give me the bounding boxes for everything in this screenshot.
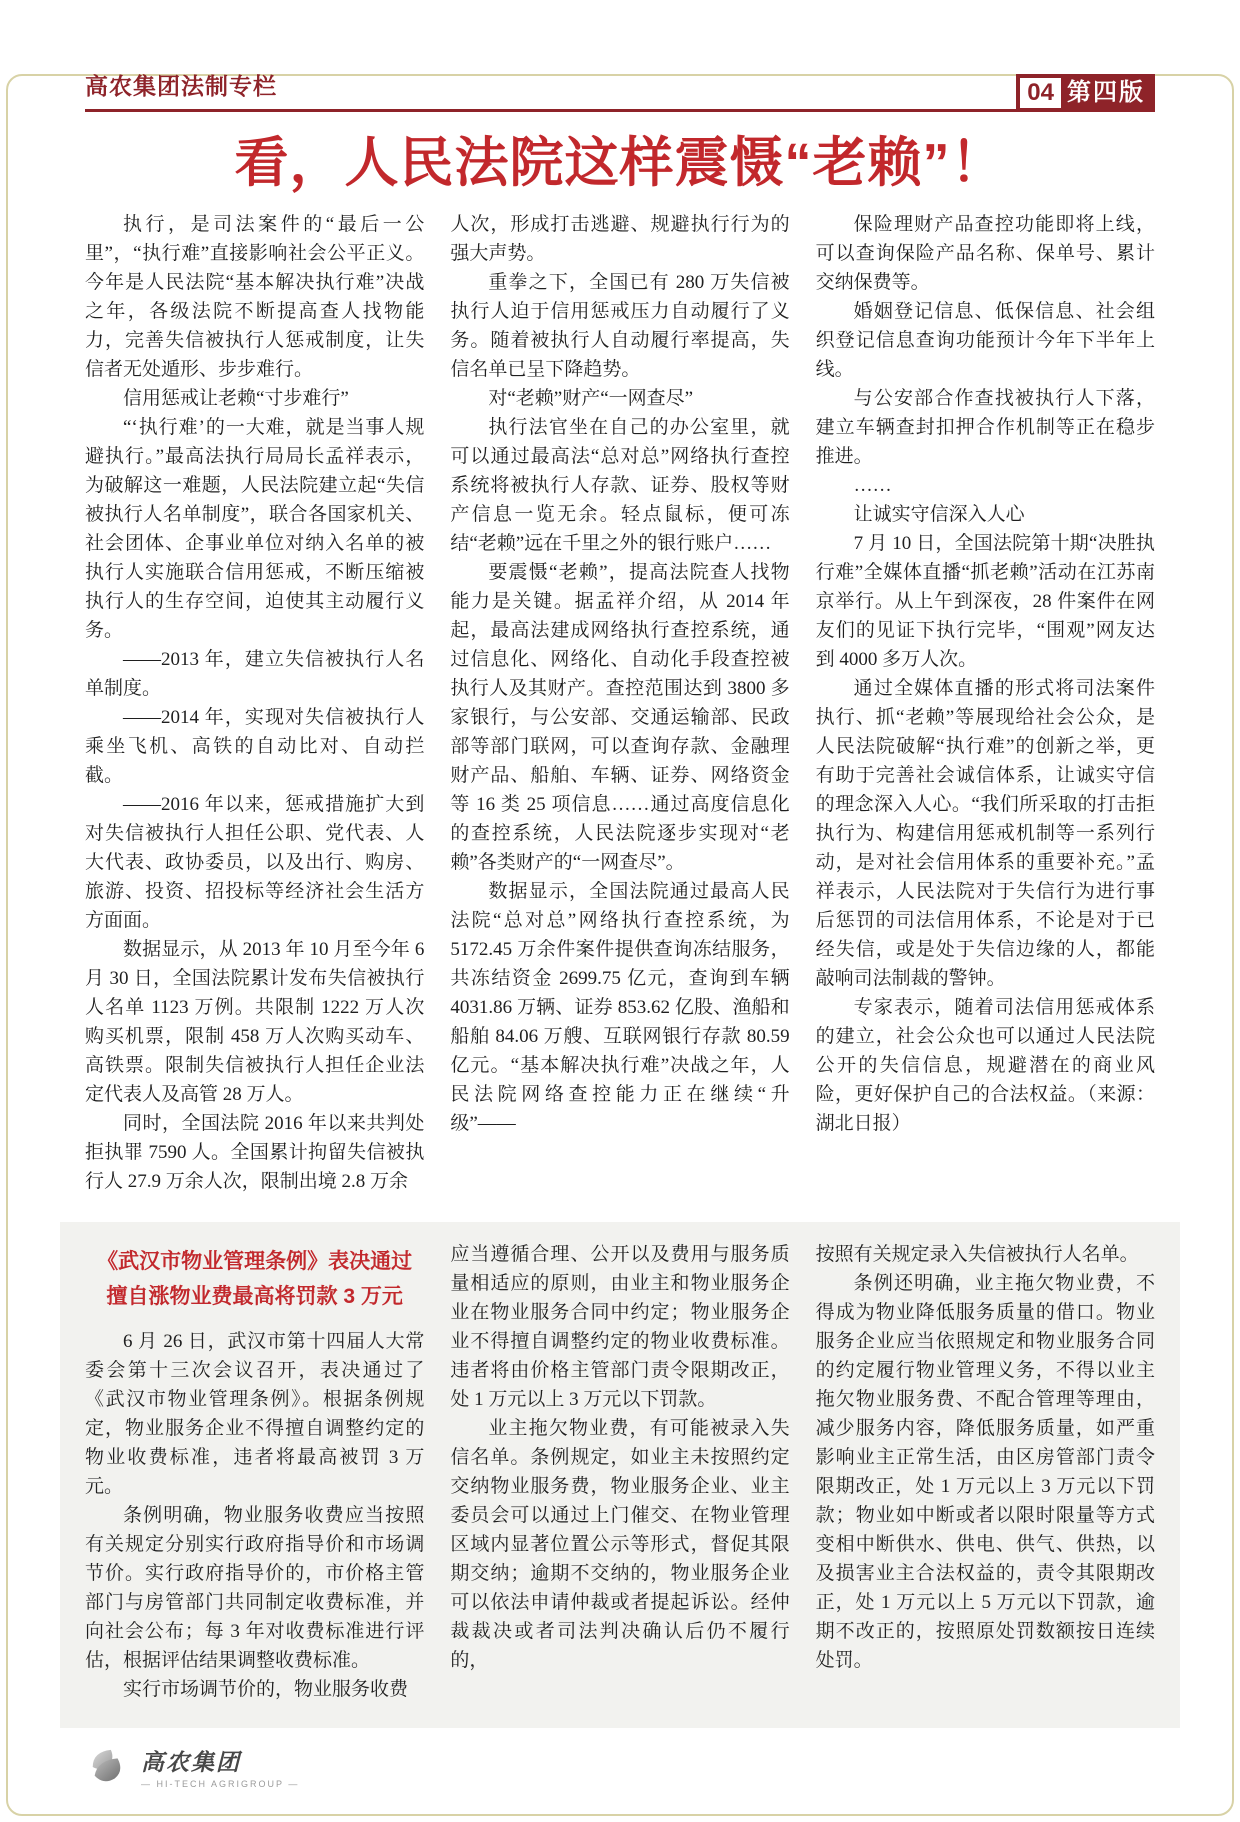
footer-logo <box>141 1744 299 1789</box>
article-paragraph: 要震慑“老赖”，提高法院查人找物能力是关键。据孟祥介绍，从 2014 年起，最高法建成网络执行查控系统，通过信息化、网络化、自动化手段查控被执行人及其财产。查控范围达到 3800 多家银行，与公安部、交通运输部、民政部等部门联网，可以查询存款、金融理财产品、船舶、车辆、证券、网络资金等 16 类 25 项信息……通过高度信息化的查控系统，人民法院逐步实现对“老赖”各类财产的“一网查尽”。 <box>450 562 790 873</box>
article-paragraph: 条例还明确，业主拖欠物业费，不得成为物业降低服务质量的借口。物业服务企业应当依照规定和物业服务合同的约定履行物业管理义务，不得以业主拖欠物业服务费、不配合管理等理由，减少服务内容，降低服务质量，如严重影响业主正常生活，由区房管部门责令限期改正，处 1 万元以上 3 万元以下罚款；物业如中断或者以限时限量等方式变相中断供水、供电、供气、供热，以及损害业主合法权益的，责令其限期改正，处 1 万元以上 5 万元以下罚款，逾期不改正的，按照原处罚数额按日连续处罚。 <box>815 1273 1155 1671</box>
box-article <box>60 1222 1180 1728</box>
box-column-1-text <box>85 1327 424 1704</box>
article-column-1 <box>85 210 424 1196</box>
article-paragraph: 数据显示，全国法院通过最高人民法院“总对总”网络执行查控系统，为 5172.45 万余件案件提供查询冻结服务，共冻结资金 2699.75 亿元，查询到车辆 4031.86 万辆、证券 853.62 亿股、渔船和船舶 84.06 万艘、互联网银行存款 80.59 亿元。“基本解决执行难”决战之年，人民法院网络查控能力正在继续“升级”—— <box>450 881 790 1134</box>
article-paragraph: 通过全媒体直播的形式将司法案件执行、抓“老赖”等展现给社会公众，是人民法院破解“执行难”的创新之举，更有助于完善社会诚信体系，让诚实守信的理念深入人心。“我们所采取的打击拒执行为、构建信用惩戒机制等一系列行动，是对社会信用体系的重要补充。”孟祥表示，人民法院对于失信行为进行事后惩罚的司法信用体系，不论是对于已经失信，或是处于失信边缘的人，都能敲响司法制裁的警钟。 <box>815 678 1155 989</box>
article-paragraph: 按照有关规定录入失信被执行人名单。 <box>815 1244 1139 1265</box>
main-article <box>85 210 1155 1196</box>
article-paragraph: 业主拖欠物业费，有可能被录入失信名单。条例规定，如业主未按照约定交纳物业服务费，物业服务企业、业主委员会可以通过上门催交、在物业管理区域内显著位置公示等形式，督促其限期交纳；逾期不交纳的，物业服务企业可以依法申请仲裁或者提起诉讼。经仲裁裁决或者司法判决确认后仍不履行的， <box>450 1418 790 1671</box>
page-footer <box>85 1744 1155 1789</box>
page-number-badge <box>1016 74 1155 112</box>
box-column-1 <box>85 1240 424 1704</box>
box-article-title <box>85 1244 424 1314</box>
box-title-line-2: 擅自涨物业费最高将罚款 3 万元 <box>106 1285 403 1308</box>
article-paragraph: …… <box>853 475 892 496</box>
edition-label: 第四版 <box>1067 79 1145 106</box>
article-column-2 <box>450 210 789 1196</box>
footer-logo-subtext: — HI-TECH AGRIGROUP — <box>141 1779 300 1789</box>
article-column-3 <box>816 210 1155 1196</box>
article-paragraph: ——2013 年，建立失信被执行人名单制度。 <box>85 649 425 699</box>
article-paragraph: 专家表示，随着司法信用惩戒体系的建立，社会公众也可以通过人民法院公开的失信信息，规避潜在的商业风险，更好保护自己的合法权益。（来源：湖北日报） <box>815 997 1155 1134</box>
article-paragraph: 婚姻登记信息、低保信息、社会组织登记信息查询功能预计今年下半年上线。 <box>815 301 1155 380</box>
article-subhead: 让诚实守信深入人心 <box>853 504 1025 525</box>
article-subhead: 对“老赖”财产“一网查尽” <box>488 388 694 409</box>
leaf-logo-icon <box>85 1746 131 1788</box>
box-column-2 <box>450 1240 789 1704</box>
page-header <box>85 68 1155 112</box>
page-number: 04 <box>1020 78 1061 108</box>
section-title: 高农集团法制专栏 <box>85 73 277 99</box>
article-subhead: 信用惩戒让老赖“寸步难行” <box>123 388 349 409</box>
article-paragraph: ——2016 年以来，惩戒措施扩大到对失信被执行人担任公职、党代表、人大代表、政协委员，以及出行、购房、旅游、投资、招投标等经济社会生活方方面面。 <box>85 794 425 931</box>
newspaper-page <box>0 68 1240 1789</box>
article-paragraph: 与公安部合作查找被执行人下落，建立车辆查封扣押合作机制等正在稳步推进。 <box>815 388 1155 467</box>
box-title-line-1: 《武汉市物业管理条例》表决通过 <box>97 1250 413 1273</box>
article-paragraph: 同时，全国法院 2016 年以来共判处拒执罪 7590 人。全国累计拘留失信被执行人 27.9 万余人次，限制出境 2.8 万余 <box>85 1113 425 1192</box>
article-paragraph: 条例明确，物业服务收费应当按照有关规定分别实行政府指导价和市场调节价。实行政府指导价的，市价格主管部门与房管部门共同制定收费标准，并向社会公布；每 3 年对收费标准进行评估，根据评估结果调整收费标准。 <box>85 1505 425 1671</box>
article-paragraph: 重拳之下，全国已有 280 万失信被执行人迫于信用惩戒压力自动履行了义务。随着被执行人自动履行率提高，失信名单已呈下降趋势。 <box>450 272 790 380</box>
article-paragraph: 应当遵循合理、公开以及费用与服务质量相适应的原则，由业主和物业服务企业在物业服务合同中约定；物业服务企业不得擅自调整约定的物业收费标准。违者将由价格主管部门责令限期改正，处 1 万元以上 3 万元以下罚款。 <box>450 1244 790 1410</box>
article-paragraph: 保险理财产品查控功能即将上线，可以查询保险产品名称、保单号、累计交纳保费等。 <box>815 214 1155 293</box>
article-paragraph: 7 月 10 日，全国法院第十期“决胜执行难”全媒体直播“抓老赖”活动在江苏南京举行。从上午到深夜，28 件案件在网友们的见证下执行完毕，“围观”网友达到 4000 多万人次。 <box>815 533 1155 670</box>
article-paragraph: 执行，是司法案件的“最后一公里”，“执行难”直接影响社会公平正义。今年是人民法院“基本解决执行难”决战之年，各级法院不断提高查人找物能力，完善失信被执行人惩戒制度，让失信者无处遁形、步步难行。 <box>85 214 425 380</box>
article-paragraph: “‘执行难’的一大难，就是当事人规避执行。”最高法执行局局长孟祥表示，为破解这一难题，人民法院建立起“失信被执行人名单制度”，联合各国家机关、社会团体、企事业单位对纳入名单的被执行人实施联合信用惩戒，不断压缩被执行人的生存空间，迫使其主动履行义务。 <box>85 417 425 641</box>
article-paragraph: 人次，形成打击逃避、规避执行行为的强大声势。 <box>450 214 790 264</box>
article-paragraph: 执行法官坐在自己的办公室里，就可以通过最高法“总对总”网络执行查控系统将被执行人存款、证券、股权等财产信息一览无余。轻点鼠标，便可冻结“老赖”远在千里之外的银行账户…… <box>450 417 790 554</box>
box-column-3 <box>816 1240 1155 1704</box>
main-headline: 看，人民法院这样震慑“老赖”！ <box>234 133 1006 193</box>
article-paragraph: 数据显示，从 2013 年 10 月至今年 6 月 30 日，全国法院累计发布失信被执行人名单 1123 万例。共限制 1222 万人次购买机票，限制 458 万人次购买动车、高铁票。限制失信被执行人担任企业法定代表人及高管 28 万人。 <box>85 939 425 1105</box>
article-paragraph: 6 月 26 日，武汉市第十四届人大常委会第十三次会议召开，表决通过了《武汉市物业管理条例》。根据条例规定，物业服务企业不得擅自调整约定的物业收费标准，违者将最高被罚 3 万元。 <box>85 1331 425 1497</box>
article-paragraph: 实行市场调节价的，物业服务收费 <box>123 1679 409 1700</box>
footer-logo-text: 高农集团 <box>141 1749 241 1775</box>
article-paragraph: ——2014 年，实现对失信被执行人乘坐飞机、高铁的自动比对、自动拦截。 <box>85 707 425 786</box>
